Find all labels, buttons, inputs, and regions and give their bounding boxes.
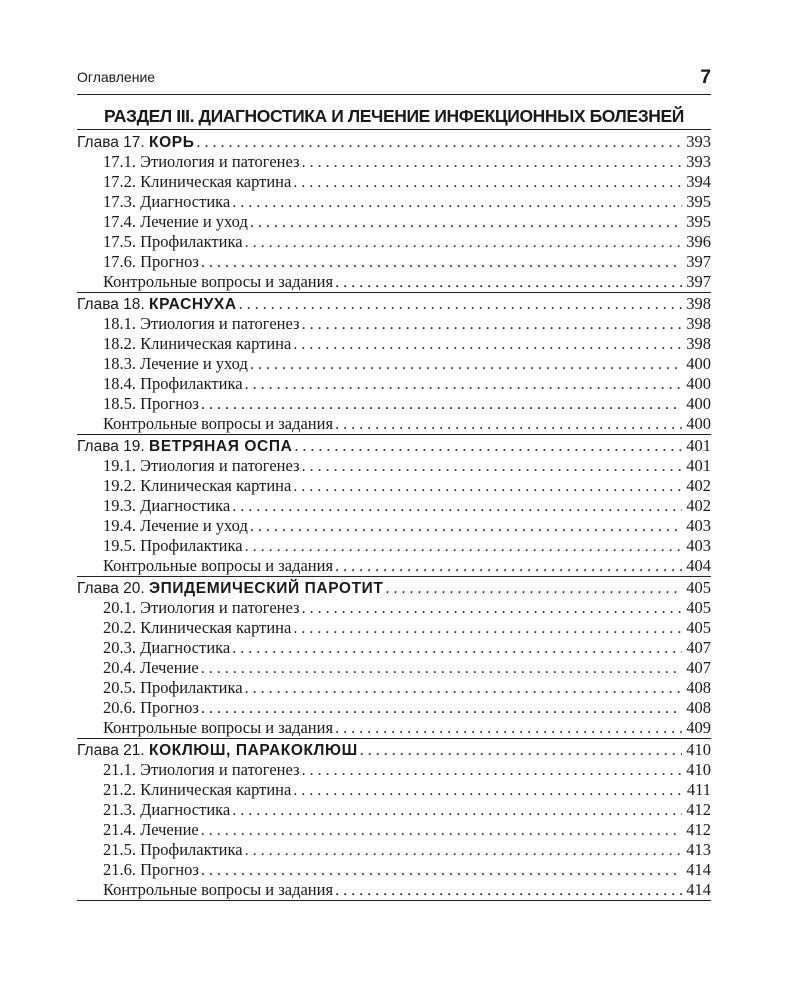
- dot-leader: [245, 375, 683, 395]
- toc-entry-page-number: 414: [686, 860, 711, 879]
- toc-entry[interactable]: [77, 456, 711, 476]
- toc-entry[interactable]: [77, 334, 711, 354]
- toc-entry-label: Контрольные вопросы и задания: [103, 718, 334, 737]
- toc-entry-page-number: 405: [686, 618, 711, 637]
- toc-entry[interactable]: [77, 780, 711, 800]
- toc-entry-label: 20.1. Этиология и патогенез: [103, 598, 300, 617]
- chapter-block: [77, 293, 711, 435]
- toc-entry-label: Контрольные вопросы и задания: [103, 414, 334, 433]
- dot-leader: [302, 153, 683, 173]
- chapter-prefix: Глава 18.: [77, 296, 145, 313]
- dot-leader: [293, 173, 682, 193]
- toc-entry-page-number: 396: [686, 232, 711, 251]
- toc-entry-label: 19.2. Клиническая картина: [103, 476, 292, 495]
- dot-leader: [293, 477, 682, 497]
- chapter-block: [77, 577, 711, 739]
- toc-entry-label: 19.4. Лечение и уход: [103, 516, 248, 535]
- toc-entry-page-number: 413: [686, 840, 711, 859]
- toc-entry[interactable]: [77, 638, 711, 658]
- toc-entry[interactable]: [77, 556, 711, 576]
- dot-leader: [335, 273, 682, 293]
- dot-leader: [293, 619, 682, 639]
- toc-entry-page-number: 407: [686, 638, 711, 657]
- toc-entry-label: 20.3. Диагностика: [103, 638, 231, 657]
- toc-entry-page-number: 403: [686, 516, 711, 535]
- dot-leader: [245, 233, 683, 253]
- chapter-title: КРАСНУХА: [149, 296, 237, 313]
- toc-entry-label: 20.5. Профилактика: [103, 678, 243, 697]
- toc-entry-label: 21.4. Лечение: [103, 820, 199, 839]
- toc-entry-label: 17.6. Прогноз: [103, 252, 199, 271]
- dot-leader: [250, 517, 682, 537]
- toc-entry-page-number: 401: [686, 456, 711, 475]
- toc-entry[interactable]: [77, 374, 711, 394]
- chapter-prefix: Глава 19.: [77, 438, 145, 455]
- toc-entry-page-number: 408: [686, 678, 711, 697]
- chapter-page-number: 398: [686, 294, 711, 313]
- toc-entry-label: Контрольные вопросы и задания: [103, 556, 334, 575]
- toc-entry-label: 18.2. Клиническая картина: [103, 334, 292, 353]
- toc-entry-label: 20.4. Лечение: [103, 658, 199, 677]
- toc-entry-label: Контрольные вопросы и задания: [103, 272, 334, 291]
- toc-entry-label: 19.3. Диагностика: [103, 496, 231, 515]
- toc-entry[interactable]: [77, 152, 711, 172]
- toc-entry[interactable]: [77, 800, 711, 820]
- toc-entry-page-number: 400: [686, 354, 711, 373]
- dot-leader: [335, 557, 682, 577]
- toc-entry-label: 21.3. Диагностика: [103, 800, 231, 819]
- dot-leader: [335, 881, 682, 901]
- dot-leader: [385, 578, 682, 599]
- toc-entry[interactable]: [77, 414, 711, 434]
- toc-entry-label: 19.5. Профилактика: [103, 536, 243, 555]
- toc-entry[interactable]: [77, 252, 711, 272]
- toc-entry[interactable]: [77, 658, 711, 678]
- dot-leader: [360, 740, 682, 761]
- toc-entry-page-number: 398: [686, 334, 711, 353]
- dot-leader: [335, 719, 682, 739]
- toc-entry[interactable]: [77, 678, 711, 698]
- toc-entry[interactable]: [77, 860, 711, 880]
- dot-leader: [196, 132, 682, 153]
- toc-entry-label: 17.2. Клиническая картина: [103, 172, 292, 191]
- chapter-entry[interactable]: [77, 131, 711, 152]
- toc-entry-label: 19.1. Этиология и патогенез: [103, 456, 300, 475]
- running-header-title: Оглавление: [77, 69, 156, 85]
- toc-entry[interactable]: [77, 598, 711, 618]
- toc-entry[interactable]: [77, 880, 711, 900]
- toc-entry-label: 21.1. Этиология и патогенез: [103, 760, 300, 779]
- dot-leader: [201, 699, 682, 719]
- toc-entry-label: 21.2. Клиническая картина: [103, 780, 292, 799]
- toc-entry[interactable]: [77, 354, 711, 374]
- toc-entry-label: 21.5. Профилактика: [103, 840, 243, 859]
- dot-leader: [250, 355, 682, 375]
- toc-entry-page-number: 398: [686, 314, 711, 333]
- dot-leader: [245, 537, 683, 557]
- dot-leader: [293, 781, 683, 801]
- toc-entry[interactable]: [77, 232, 711, 252]
- chapter-title: КОРЬ: [149, 134, 195, 151]
- toc-entry[interactable]: [77, 840, 711, 860]
- chapter-block: [77, 131, 711, 293]
- dot-leader: [201, 253, 682, 273]
- toc-entry[interactable]: [77, 272, 711, 292]
- toc-entry[interactable]: [77, 496, 711, 516]
- page-number: 7: [700, 67, 711, 88]
- section-title: РАЗДЕЛ III. ДИАГНОСТИКА И ЛЕЧЕНИЕ ИНФЕКЦИОННЫХ БОЛЕЗНЕЙ: [77, 103, 711, 130]
- dot-leader: [232, 801, 682, 821]
- toc-entry[interactable]: [77, 314, 711, 334]
- chapter-page-number: 410: [686, 740, 711, 759]
- dot-leader: [201, 395, 682, 415]
- dot-leader: [302, 599, 683, 619]
- toc-entry[interactable]: [77, 718, 711, 738]
- toc-entry-page-number: 397: [686, 272, 711, 291]
- toc-entry[interactable]: [77, 476, 711, 496]
- chapter-entry[interactable]: [77, 293, 711, 314]
- chapter-block: [77, 739, 711, 901]
- dot-leader: [232, 193, 682, 213]
- dot-leader: [239, 294, 683, 315]
- toc-entry-page-number: 400: [686, 414, 711, 433]
- dot-leader: [232, 639, 682, 659]
- dot-leader: [201, 821, 683, 841]
- toc-entry[interactable]: [77, 212, 711, 232]
- toc-entry-page-number: 407: [686, 658, 711, 677]
- toc-entry-label: 18.3. Лечение и уход: [103, 354, 248, 373]
- toc-entry[interactable]: [77, 192, 711, 212]
- dot-leader: [201, 659, 683, 679]
- chapter-page-number: 401: [686, 436, 711, 455]
- chapter-title: ЭПИДЕМИЧЕСКИЙ ПАРОТИТ: [149, 580, 384, 597]
- toc-entry-label: 18.4. Профилактика: [103, 374, 243, 393]
- toc-entry-label: 17.5. Профилактика: [103, 232, 243, 251]
- dot-leader: [245, 841, 683, 861]
- toc-entry-label: 20.6. Прогноз: [103, 698, 199, 717]
- toc-entry-label: Контрольные вопросы и задания: [103, 880, 334, 899]
- chapter-title: ВЕТРЯНАЯ ОСПА: [149, 438, 293, 455]
- toc-entry[interactable]: [77, 516, 711, 536]
- toc-entry[interactable]: [77, 820, 711, 840]
- dot-leader: [250, 213, 682, 233]
- dot-leader: [293, 335, 682, 355]
- table-of-contents: [77, 131, 711, 901]
- chapter-page-number: 405: [686, 578, 711, 597]
- toc-entry[interactable]: [77, 760, 711, 780]
- dot-leader: [302, 315, 683, 335]
- toc-entry-page-number: 400: [686, 394, 711, 413]
- toc-entry-page-number: 403: [686, 536, 711, 555]
- toc-entry-label: 17.4. Лечение и уход: [103, 212, 248, 231]
- chapter-block: [77, 435, 711, 577]
- dot-leader: [302, 457, 683, 477]
- toc-entry-label: 18.5. Прогноз: [103, 394, 199, 413]
- toc-entry-page-number: 414: [686, 880, 711, 899]
- toc-entry-page-number: 404: [686, 556, 711, 575]
- toc-entry-page-number: 393: [686, 152, 711, 171]
- toc-entry-page-number: 409: [686, 718, 711, 737]
- toc-entry-page-number: 395: [686, 192, 711, 211]
- toc-entry[interactable]: [77, 172, 711, 192]
- toc-entry-label: 20.2. Клиническая картина: [103, 618, 292, 637]
- toc-entry[interactable]: [77, 698, 711, 718]
- chapter-page-number: 393: [686, 132, 711, 151]
- toc-entry-page-number: 412: [686, 820, 711, 839]
- toc-entry-page-number: 394: [686, 172, 711, 191]
- chapter-title: КОКЛЮШ, ПАРАКОКЛЮШ: [149, 742, 358, 759]
- chapter-prefix: Глава 20.: [77, 580, 145, 597]
- toc-entry-page-number: 397: [686, 252, 711, 271]
- chapter-entry[interactable]: [77, 577, 711, 598]
- dot-leader: [335, 415, 682, 435]
- dot-leader: [232, 497, 682, 517]
- toc-entry-page-number: 410: [686, 760, 711, 779]
- toc-entry-page-number: 408: [686, 698, 711, 717]
- toc-entry-label: 17.3. Диагностика: [103, 192, 231, 211]
- chapter-entry[interactable]: [77, 739, 711, 760]
- toc-entry-page-number: 405: [686, 598, 711, 617]
- chapter-prefix: Глава 21.: [77, 742, 145, 759]
- toc-entry[interactable]: [77, 618, 711, 638]
- dot-leader: [302, 761, 683, 781]
- toc-entry-page-number: 402: [686, 496, 711, 515]
- toc-entry[interactable]: [77, 536, 711, 556]
- toc-entry-label: 21.6. Прогноз: [103, 860, 199, 879]
- toc-entry-page-number: 400: [686, 374, 711, 393]
- dot-leader: [201, 861, 682, 881]
- toc-entry-page-number: 412: [686, 800, 711, 819]
- chapter-prefix: Глава 17.: [77, 134, 145, 151]
- dot-leader: [294, 436, 682, 457]
- toc-entry-page-number: 402: [686, 476, 711, 495]
- dot-leader: [245, 679, 683, 699]
- toc-entry-label: 18.1. Этиология и патогенез: [103, 314, 300, 333]
- running-header: [77, 64, 711, 95]
- toc-entry-page-number: 395: [686, 212, 711, 231]
- toc-entry-label: 17.1. Этиология и патогенез: [103, 152, 300, 171]
- toc-entry-page-number: 411: [686, 780, 711, 799]
- chapter-entry[interactable]: [77, 435, 711, 456]
- toc-entry[interactable]: [77, 394, 711, 414]
